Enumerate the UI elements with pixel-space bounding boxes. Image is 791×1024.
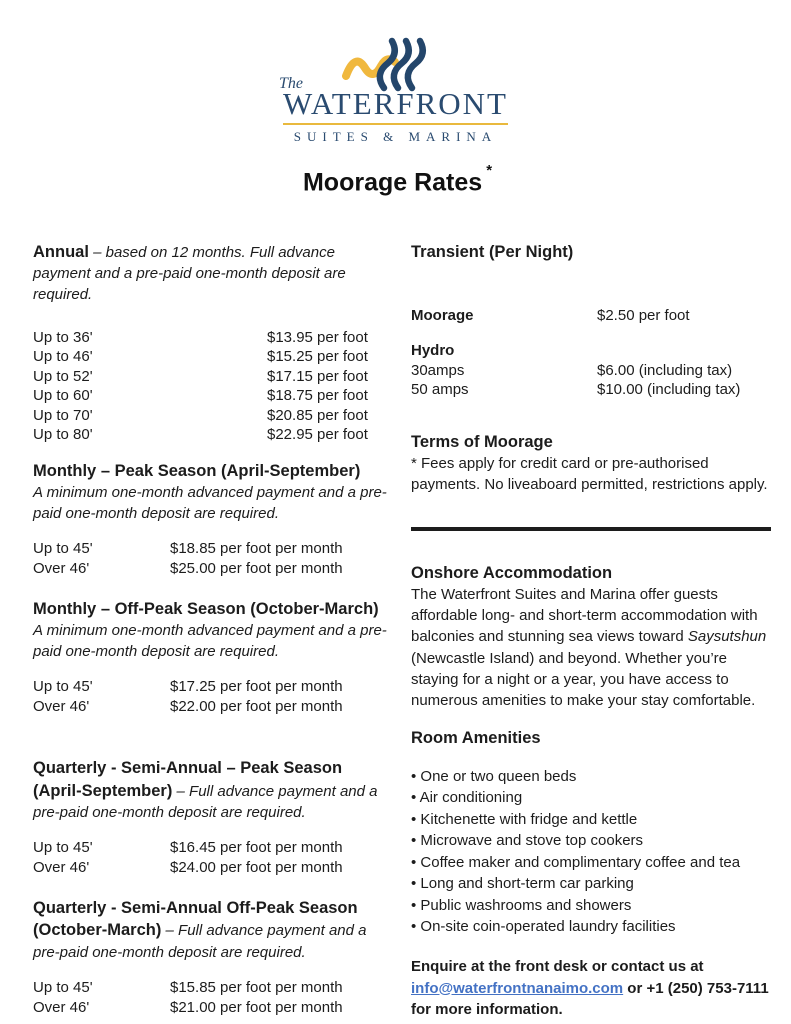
boat-size: Up to 45' — [33, 540, 93, 558]
table-row — [33, 838, 395, 858]
transient-heading: Transient (Per Night) — [411, 242, 574, 261]
section-onshore — [411, 562, 771, 712]
boat-size: Over 46' — [33, 858, 90, 876]
boat-size: Up to 70' — [33, 406, 93, 424]
boat-size: Up to 46' — [33, 348, 93, 366]
hydro-amps: 30amps — [411, 361, 465, 379]
table-row — [33, 539, 395, 559]
boat-size: Up to 45' — [33, 979, 93, 997]
monthly-peak-rate-table — [33, 539, 395, 578]
hydro-price: $10.00 (including tax) — [597, 381, 741, 399]
section-quarterly-offpeak — [33, 897, 395, 1017]
contact-text-before: Enquire at the front desk or contact us at — [411, 957, 704, 975]
left-column — [33, 241, 395, 1021]
table-row — [33, 406, 395, 426]
contact-text-after: or +1 (250) 753-7111 for more information. — [411, 979, 769, 1019]
table-row — [33, 697, 395, 717]
rate-price: $25.00 per foot per month — [170, 559, 343, 577]
logo-name-text: WATERFRONT — [283, 86, 508, 121]
section-quarterly-peak — [33, 757, 395, 877]
list-item: • Long and short-term car parking — [411, 873, 771, 895]
rate-price: $16.45 per foot per month — [170, 839, 343, 857]
monthly-peak-note: A minimum one-month advanced payment and a pre-paid one-month deposit are required. — [33, 484, 387, 523]
rate-price: $18.75 per foot — [267, 387, 368, 405]
list-item: • Coffee maker and complimentary coffee and tea — [411, 852, 771, 874]
boat-size: Up to 80' — [33, 426, 93, 444]
page-title: Moorage Rates * — [302, 161, 493, 196]
double-rule-divider — [411, 527, 771, 531]
logo-subtitle-text: SUITES & MARINA — [293, 128, 498, 144]
onshore-heading: Onshore Accommodation — [411, 563, 613, 582]
rate-price: $13.95 per foot — [267, 328, 368, 346]
rate-price: $17.25 per foot per month — [170, 678, 343, 696]
table-row — [33, 386, 395, 406]
boat-size: Over 46' — [33, 559, 90, 577]
moorage-rate-row — [411, 307, 771, 324]
boat-size: Up to 36' — [33, 328, 93, 346]
table-row — [33, 425, 395, 445]
quarterly-offpeak-rate-table — [33, 978, 395, 1017]
table-row — [33, 347, 395, 367]
section-transient — [411, 241, 771, 400]
annual-note: – based on 12 months. Full advance payment and a pre-paid one-month deposit are required. — [33, 243, 346, 304]
quarterly-offpeak-heading: Quarterly - Semi-Annual Off-Peak Season (October-March) — [33, 899, 358, 940]
monthly-offpeak-heading: Monthly – Off-Peak Season (October-March) — [33, 600, 379, 619]
rate-price: $15.85 per foot per month — [170, 979, 343, 997]
moorage-label: Moorage — [411, 307, 474, 325]
rate-price: $15.25 per foot — [267, 348, 368, 366]
section-annual — [33, 241, 395, 445]
table-row — [33, 858, 395, 878]
annual-rate-table — [33, 328, 395, 445]
terms-heading: Terms of Moorage — [411, 432, 553, 451]
monthly-offpeak-rate-table — [33, 677, 395, 716]
table-row — [33, 998, 395, 1018]
list-item: • Public washrooms and showers — [411, 895, 771, 917]
rate-price: $20.85 per foot — [267, 406, 368, 424]
list-item: • On-site coin-operated laundry facilities — [411, 916, 771, 938]
amenities-heading: Room Amenities — [411, 728, 541, 747]
right-column — [411, 241, 771, 1021]
boat-size: Up to 52' — [33, 367, 93, 385]
logo — [0, 0, 791, 146]
logo-the-text: The — [279, 75, 304, 92]
table-row — [33, 328, 395, 348]
content-columns — [33, 241, 791, 1021]
boat-size: Up to 60' — [33, 387, 93, 405]
table-row — [33, 677, 395, 697]
section-amenities — [411, 727, 771, 938]
logo-gold-rule — [283, 123, 508, 125]
amenities-list — [411, 766, 771, 938]
title-asterisk: * — [486, 161, 493, 179]
boat-size: Up to 45' — [33, 678, 93, 696]
quarterly-peak-note: – Full advance payment and a pre-paid one-month deposit are required. — [33, 782, 378, 821]
quarterly-peak-rate-table — [33, 838, 395, 877]
rate-price: $22.00 per foot per month — [170, 697, 343, 715]
table-row — [411, 380, 771, 400]
monthly-peak-heading: Monthly – Peak Season (April-September) — [33, 461, 361, 480]
hydro-rate-table — [411, 361, 771, 400]
list-item: • One or two queen beds — [411, 766, 771, 788]
section-terms — [411, 431, 771, 496]
hydro-amps: 50 amps — [411, 381, 469, 399]
list-item: • Kitchenette with fridge and kettle — [411, 809, 771, 831]
table-row — [33, 559, 395, 579]
moorage-price: $2.50 per foot — [597, 307, 690, 325]
rate-price: $18.85 per foot per month — [170, 540, 343, 558]
boat-size: Over 46' — [33, 998, 90, 1016]
quarterly-offpeak-note: – Full advance payment and a pre-paid one-month deposit are required. — [33, 922, 367, 961]
onshore-text: The Waterfront Suites and Marina offer guests affordable long- and short-term accommodation with balconies and stunning sea views toward Saysutshun (Newcastle Island) and beyond. Whether you’re staying for a night or a year, you have access to numerous amenities to make your stay comfortable. — [411, 585, 767, 710]
email-link[interactable]: info@waterfrontnanaimo.com — [411, 979, 624, 997]
logo-wordmark — [279, 75, 508, 145]
boat-size: Over 46' — [33, 697, 90, 715]
rate-price: $17.15 per foot — [267, 367, 368, 385]
section-monthly-peak — [33, 460, 395, 578]
section-contact — [411, 956, 771, 1021]
saysutshun-italic: Saysutshun — [687, 628, 767, 646]
boat-size: Up to 45' — [33, 839, 93, 857]
annual-heading: Annual — [33, 242, 89, 261]
rate-price: $21.00 per foot per month — [170, 998, 343, 1016]
monthly-offpeak-note: A minimum one-month advanced payment and a pre-paid one-month deposit are required. — [33, 622, 387, 661]
list-item: • Microwave and stove top cookers — [411, 830, 771, 852]
hydro-price: $6.00 (including tax) — [597, 361, 733, 379]
rate-price: $24.00 per foot per month — [170, 858, 343, 876]
table-row — [33, 978, 395, 998]
section-monthly-offpeak — [33, 598, 395, 716]
hydro-label: Hydro — [411, 342, 455, 360]
quarterly-peak-heading: Quarterly - Semi-Annual – Peak Season (April-September) — [33, 759, 343, 800]
table-row — [411, 361, 771, 381]
list-item: • Air conditioning — [411, 787, 771, 809]
table-row — [33, 367, 395, 387]
rate-price: $22.95 per foot — [267, 426, 368, 444]
terms-text: * Fees apply for credit card or pre-authorised payments. No liveaboard permitted, restrictions apply. — [411, 454, 768, 494]
